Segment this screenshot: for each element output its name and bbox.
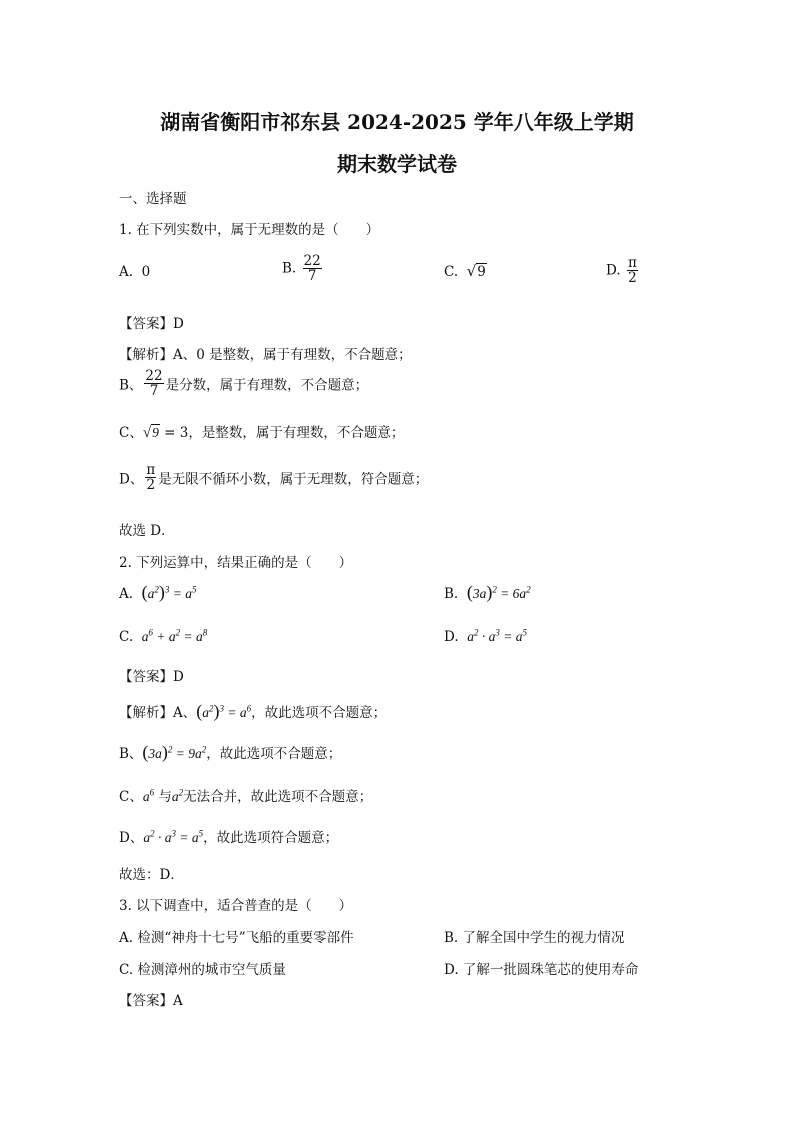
q3-option-d: D. 了解一批圆珠笔芯的使用寿命	[444, 962, 639, 978]
q3-option-b: B. 了解全国中学生的视力情况	[444, 930, 625, 946]
q1-exp-b-prefix: B、	[119, 377, 143, 394]
q2-option-b-formula: $(3a)^2 = 6a^2$	[466, 582, 531, 602]
q2-option-c-formula: $a^6 + a^2 = a^8$	[141, 627, 208, 644]
q1-exp-d-prefix: D、	[119, 471, 144, 488]
q2-explanation-d	[119, 826, 338, 846]
q2-option-d-label: D.	[444, 629, 459, 645]
q2-option-d	[444, 629, 527, 645]
q2-exp-a-text: ，故此选项不合题意；	[251, 705, 387, 721]
q2-explanation-a	[119, 701, 386, 721]
doc-title-line1: 湖南省衡阳市祁东县 2024-2025 学年八年级上学期	[160, 110, 634, 134]
q3-option-c: C. 检测漳州的城市空气质量	[119, 962, 286, 978]
doc-title-line2: 期末数学试卷	[337, 152, 457, 176]
q2-option-a-formula: $(a^2)^3 = a^5$	[141, 582, 197, 602]
q2-exp-b-formula: $(3a)^2 = 9a^2$	[142, 742, 207, 762]
q2-option-b-label: B.	[444, 586, 459, 602]
q1-explanation-d	[119, 463, 428, 492]
q1-exp-c-sqrt: √9	[142, 425, 159, 441]
q1-stem: 1. 在下列实数中，属于无理数的是（ ）	[119, 222, 380, 238]
q2-exp-b-prefix: B、	[119, 746, 143, 762]
q2-exp-d-formula: $a^2 \cdot a^3 = a^5$	[143, 828, 204, 845]
q2-stem: 2. 下列运算中，结果正确的是（ ）	[119, 555, 353, 571]
q2-option-a	[119, 582, 197, 602]
q1-option-c-label: C.	[444, 264, 459, 280]
q2-exp-a-formula: $(a^2)^3 = a^6$	[196, 701, 252, 721]
q2-option-c	[119, 629, 207, 645]
q2-option-a-label: A.	[119, 586, 134, 602]
q1-option-c	[444, 262, 487, 280]
q1-option-b-label: B.	[282, 260, 297, 277]
q1-exp-d-fraction	[145, 463, 156, 492]
q2-exp-d-text: ，故此选项符合题意；	[203, 830, 339, 846]
q3-answer: 【答案】A	[119, 993, 183, 1009]
q1-option-a	[119, 264, 150, 280]
q1-option-c-radicand: 9	[477, 264, 486, 280]
q1-exp-d-numerator: π	[146, 462, 156, 478]
q1-exp-d-text: 是无限不循环小数，属于无理数，符合题意；	[158, 471, 429, 488]
q1-exp-b-numerator: 22	[145, 368, 163, 384]
q1-option-a-value: 0	[141, 264, 151, 280]
q1-explanation-a: 【解析】A、0 是整数，属于有理数，不合题意；	[119, 347, 412, 363]
q1-option-d-numerator: π	[627, 255, 637, 271]
q2-option-d-formula: $a^2 \cdot a^3 = a^5$	[467, 627, 527, 644]
q1-option-b-denominator: 7	[307, 268, 317, 285]
q1-option-d-fraction	[627, 256, 638, 285]
q1-explanation-c	[119, 421, 404, 442]
q1-option-b-fraction	[303, 254, 322, 283]
q1-answer: 【答案】D	[119, 316, 184, 332]
q3-option-a: A. 检测“神舟十七号”飞船的重要零部件	[119, 930, 354, 946]
q2-exp-a-prefix: 【解析】A、	[119, 705, 197, 721]
q2-exp-b-text: ，故此选项不合题意；	[206, 746, 342, 762]
q2-exp-c-mid: 与	[158, 789, 172, 805]
q2-exp-c-prefix: C、	[119, 789, 143, 805]
q2-exp-c-term1: $a^6$	[142, 787, 155, 804]
q1-conclusion: 故选 D．	[119, 523, 175, 539]
q2-conclusion: 故选：D．	[119, 867, 184, 883]
q1-option-b	[282, 254, 324, 283]
q1-option-a-label: A.	[119, 264, 134, 280]
q2-option-b	[444, 582, 531, 602]
q1-option-c-sqrt: √9	[466, 262, 486, 280]
q2-answer: 【答案】D	[119, 669, 184, 685]
q1-option-d-denominator: 2	[628, 270, 637, 287]
section-heading: 一、选择题	[119, 191, 187, 207]
q2-exp-c-term2: $a^2$	[171, 787, 184, 804]
q2-exp-c-text: 无法合并，故此选项不合题意；	[183, 789, 373, 805]
q1-exp-c-radicand: 9	[152, 425, 159, 440]
q2-exp-d-prefix: D、	[119, 830, 144, 846]
q1-exp-b-denominator: 7	[149, 383, 159, 400]
q1-exp-d-denominator: 2	[146, 477, 156, 494]
q2-explanation-b	[119, 742, 341, 762]
q1-exp-b-text: 是分数，属于有理数，不合题意；	[165, 377, 369, 394]
q1-option-d-label: D.	[606, 262, 621, 279]
q1-option-d	[606, 256, 640, 285]
q1-exp-c-text: ，是整数，属于有理数，不合题意；	[188, 425, 405, 441]
q1-exp-b-fraction	[144, 369, 163, 398]
q1-explanation-b	[119, 369, 368, 398]
q2-option-c-label: C.	[119, 629, 134, 645]
q3-stem: 3. 以下调查中，适合普查的是（ ）	[119, 898, 353, 914]
q1-exp-c-prefix: C、	[119, 425, 143, 441]
q1-option-b-numerator: 22	[303, 253, 321, 269]
q1-exp-c-equals: = 3	[164, 425, 189, 441]
q2-explanation-c	[119, 785, 372, 805]
